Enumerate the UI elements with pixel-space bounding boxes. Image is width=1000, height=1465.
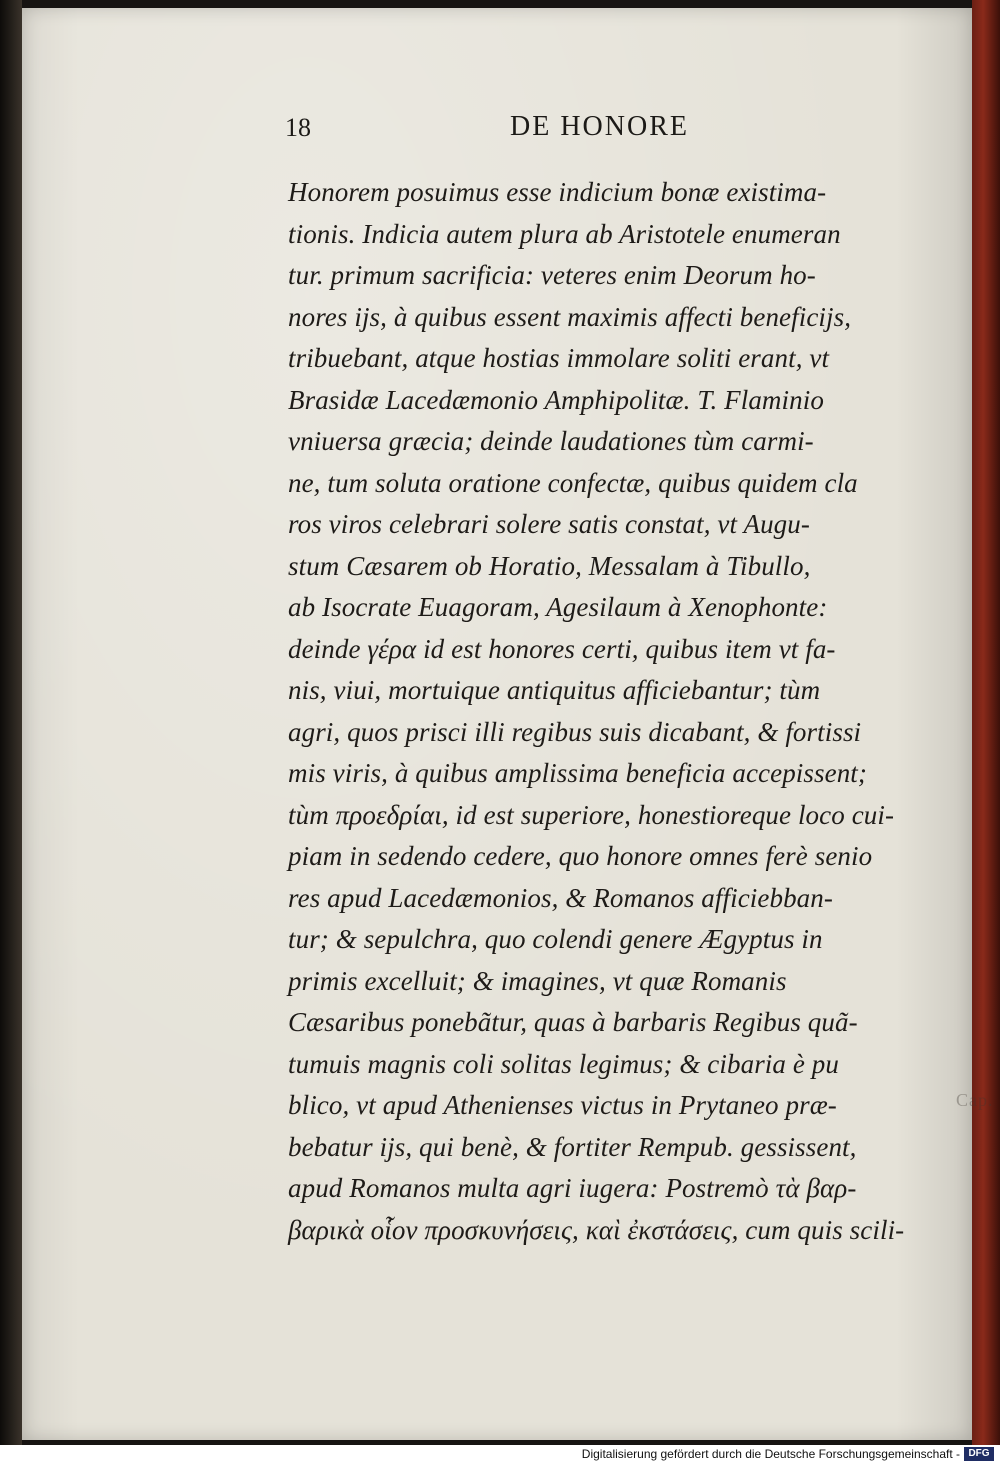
text-line: bebatur ijs, qui benè, & fortiter Rempub. gessissent, xyxy=(288,1131,857,1162)
text-line: blico, vt apud Athenienses victus in Prytaneo præ- xyxy=(288,1090,837,1120)
running-head: DE HONORE xyxy=(510,111,689,142)
text-line: stum Cæsarem ob Horatio, Messalam à Tibullo, xyxy=(288,550,811,581)
text-line: Honorem posuimus esse indicium bonæ existima- xyxy=(288,177,827,207)
text-line: Cæsaribus ponebãtur, quas à barbaris Regibus quã- xyxy=(288,1007,858,1037)
text-line: ne, tum soluta oratione confectæ, quibus quidem cla xyxy=(288,467,858,498)
text-line: nis, viui, mortuique antiquitus afficiebantur; tùm xyxy=(288,675,821,705)
show-through-text: Cap. xyxy=(956,1090,994,1110)
text-line: ab Isocrate Euagoram, Agesilaum à Xenophonte: xyxy=(288,592,828,622)
text-line: tùm προεδρίαι, id est superiore, honestioreque loco cui- xyxy=(288,799,895,830)
text-line: Brasidæ Lacedæmonio Amphipolitæ. T. Flaminio xyxy=(288,384,824,415)
text-line: tionis. Indicia autem plura ab Aristotele enumeran xyxy=(288,218,841,249)
funding-credit: Digitalisierung gefördert durch die Deutsche Forschungsgemeinschaft - xyxy=(581,1447,960,1461)
gutter-shadow xyxy=(0,0,22,1445)
text-line: primis excelluit; & imagines, vt quæ Romanis xyxy=(288,965,787,996)
text-line: piam in sedendo cedere, quo honore omnes ferè senio xyxy=(288,841,873,871)
text-line: vniuersa græcia; deinde laudationes tùm carmi- xyxy=(288,426,814,456)
text-line: nores ijs, à quibus essent maximis affecti beneficijs, xyxy=(288,301,852,332)
book-edge xyxy=(972,0,1000,1445)
body-text xyxy=(288,172,928,1251)
text-line: agri, quos prisci illi regibus suis dicabant, & fortissi xyxy=(288,716,862,747)
text-line: βαρικὰ οἷον προσκυνήσεις, καὶ ἐκστάσεις, cum quis scili- xyxy=(288,1214,905,1245)
text-line: ros viros celebrari solere satis constat, vt Augu- xyxy=(288,509,810,539)
page-number: 18 xyxy=(285,113,311,142)
text-line: res apud Lacedæmonios, & Romanos afficiebban- xyxy=(288,882,833,913)
dfg-logo: DFG xyxy=(964,1447,994,1461)
text-line: mis viris, à quibus amplissima beneficia accepissent; xyxy=(288,758,867,788)
text-line: tur; & sepulchra, quo colendi genere Ægyptus in xyxy=(288,924,823,954)
text-line: tribuebant, atque hostias immolare soliti erant, vt xyxy=(288,343,830,373)
text-line: tumuis magnis coli solitas legimus; & cibaria è pu xyxy=(288,1048,839,1079)
text-line: deinde γέρα id est honores certi, quibus item vt fa- xyxy=(288,633,836,664)
text-line: tur. primum sacrificia: veteres enim Deorum ho- xyxy=(288,260,816,290)
text-line: apud Romanos multa agri iugera: Postremò τὰ βαρ- xyxy=(288,1173,857,1203)
